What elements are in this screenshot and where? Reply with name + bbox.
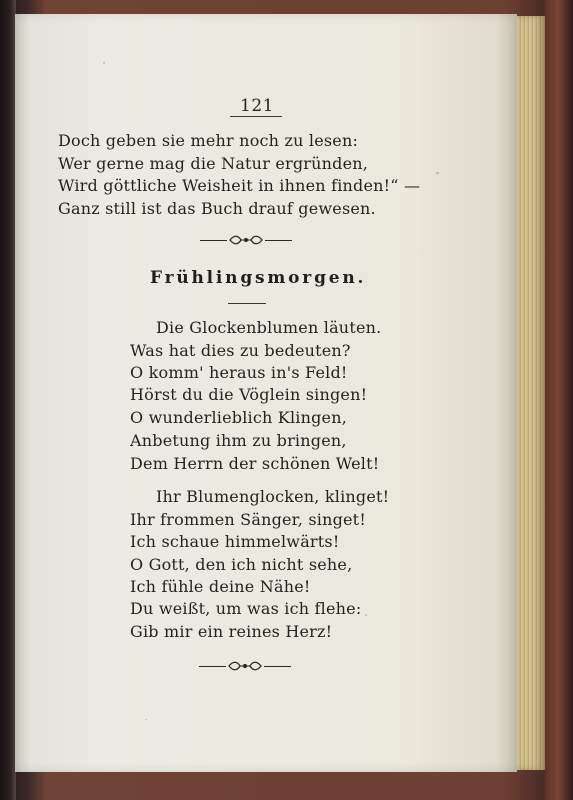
paper-speck [145,719,147,720]
scroll-ornament-icon [229,233,263,247]
previous-poem-line-4: Ganz still ist das Buch drauf gewesen. [58,199,376,218]
ornament-right-rule [265,240,292,241]
stanza-2-line-4: O Gott, den ich nicht sehe, [130,555,353,574]
previous-poem-line-1: Doch geben sie mehr noch zu lesen: [58,131,359,150]
stanza-1-line-4: Hörst du die Vöglein singen! [130,385,368,404]
page-number-rule [230,116,282,117]
ornament-left-rule [199,666,226,667]
stanza-2-line-7: Gib mir ein reines Herz! [130,622,333,641]
stanza-1-line-1: Die Glockenblumen läuten. [156,318,382,337]
right-cover-edge [545,0,573,800]
stanza-1-line-7: Dem Herrn der schönen Welt! [130,454,380,473]
ornament-left-rule [200,240,227,241]
stanza-1-line-2: Was hat dies zu bedeuten? [130,341,351,360]
bottom-divider-ornament [199,658,291,674]
paper-speck [436,172,439,174]
stanza-2-line-3: Ich schaue himmelwärts! [130,532,340,551]
stanza-2-line-5: Ich fühle deine Nähe! [130,577,311,596]
stanza-2-line-1: Ihr Blumenglocken, klinget! [156,487,390,506]
stanza-2-line-2: Ihr frommen Sänger, singet! [130,510,366,529]
previous-poem-line-2: Wer gerne mag die Natur ergründen, [58,154,369,173]
stanza-1-line-5: O wunderlieblich Klingen, [130,408,347,427]
stanza-2-line-6: Du weißt, um was ich flehe: [130,599,362,618]
paper-speck [103,62,105,64]
top-divider-ornament [200,232,292,248]
paper-speck [365,614,367,616]
title-rule [228,303,266,304]
stanza-1-line-6: Anbetung ihm zu bringen, [130,431,347,450]
previous-poem-line-3: Wird göttliche Weisheit in ihnen finden!“ — [58,176,421,195]
ornament-right-rule [264,666,291,667]
stanza-1-line-3: O komm' heraus in's Feld! [130,363,348,382]
poem-title: Frühlingsmorgen. [150,268,367,288]
scroll-ornament-icon [228,659,262,673]
page-number: 121 [240,96,274,116]
left-cover-edge [0,0,16,800]
